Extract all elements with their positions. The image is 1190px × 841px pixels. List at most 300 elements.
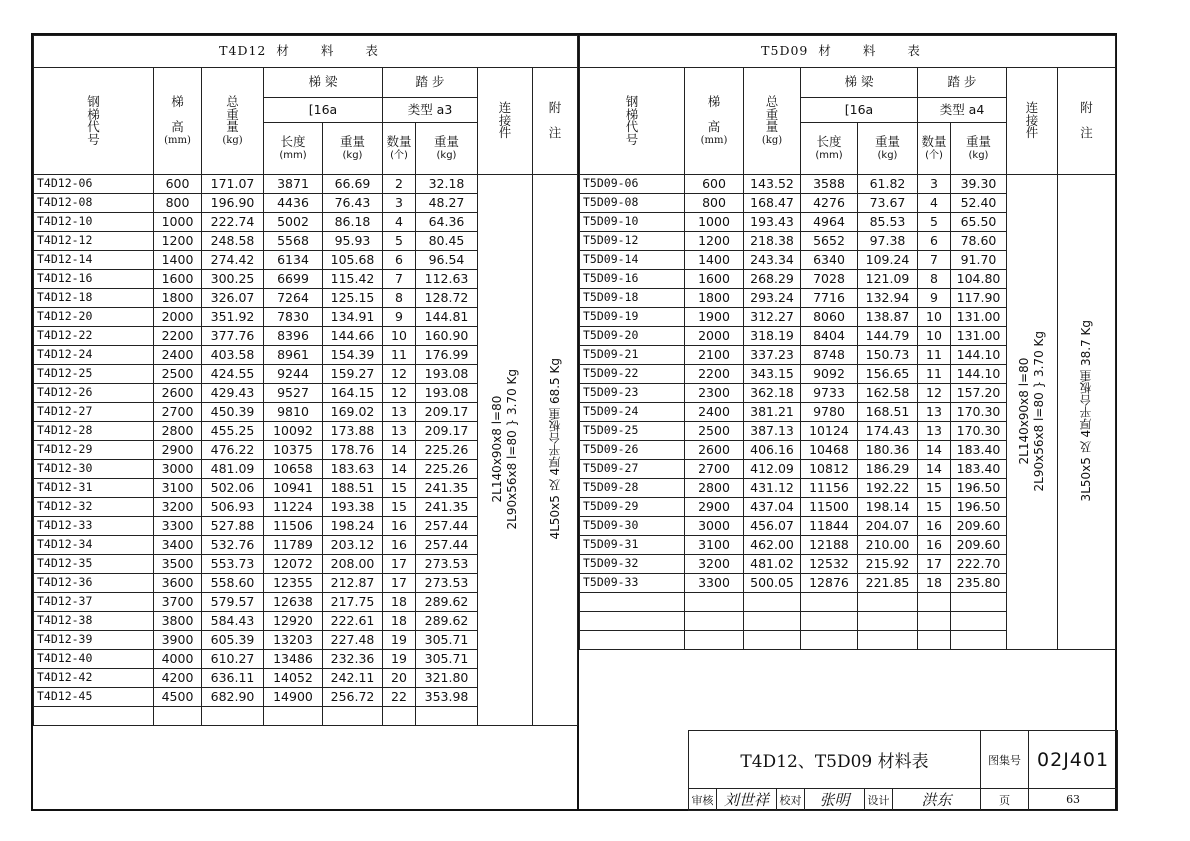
table-cell: T5D09-29 xyxy=(580,498,685,517)
connector-note: 2L140x90x8 l=80 2L90x56x8 l=80 } 3.70 Kg xyxy=(1007,175,1058,650)
table-cell: 17 xyxy=(918,555,951,574)
table-cell: 170.30 xyxy=(951,422,1007,441)
table-cell: 96.54 xyxy=(416,251,478,270)
table-cell: 188.51 xyxy=(323,479,383,498)
step-spec: 类型 a4 xyxy=(918,98,1007,123)
table-cell: 6 xyxy=(383,251,416,270)
table-cell: 3871 xyxy=(264,175,323,194)
table-cell: 209.17 xyxy=(416,422,478,441)
table-cell: 553.73 xyxy=(202,555,264,574)
table-cell: 8 xyxy=(383,289,416,308)
table-cell: 222.70 xyxy=(951,555,1007,574)
table-cell: 7 xyxy=(918,251,951,270)
table-cell: 2200 xyxy=(154,327,202,346)
table-cell: 95.93 xyxy=(323,232,383,251)
table-cell: 15 xyxy=(918,498,951,517)
table-cell: 14 xyxy=(383,441,416,460)
table-cell: 19 xyxy=(383,631,416,650)
table-cell: 6699 xyxy=(264,270,323,289)
table-cell: 3000 xyxy=(685,517,744,536)
table-cell: 97.38 xyxy=(858,232,918,251)
table-cell: 9527 xyxy=(264,384,323,403)
table-cell: T5D09-14 xyxy=(580,251,685,270)
table-cell: 10375 xyxy=(264,441,323,460)
review-signature: 刘世祥 xyxy=(717,789,777,811)
table-title: T4D12 材 料 表 xyxy=(34,36,578,68)
table-cell: 22 xyxy=(383,688,416,707)
table-cell: 232.36 xyxy=(323,650,383,669)
table-cell: 800 xyxy=(685,194,744,213)
table-cell: T5D09-08 xyxy=(580,194,685,213)
table-cell: 18 xyxy=(383,593,416,612)
table-cell: 209.60 xyxy=(951,536,1007,555)
table-cell: 3800 xyxy=(154,612,202,631)
table-cell xyxy=(801,593,858,612)
table-cell: 174.43 xyxy=(858,422,918,441)
col-header-beam: 梯 梁 xyxy=(264,68,383,98)
table-cell: 10468 xyxy=(801,441,858,460)
table-cell: 403.58 xyxy=(202,346,264,365)
table-cell: 19 xyxy=(383,650,416,669)
table-cell: 18 xyxy=(918,574,951,593)
table-cell: 1600 xyxy=(685,270,744,289)
table-cell: 257.44 xyxy=(416,536,478,555)
table-cell: T4D12-16 xyxy=(34,270,154,289)
table-cell xyxy=(744,612,801,631)
table-cell: 1800 xyxy=(685,289,744,308)
table-cell: 4436 xyxy=(264,194,323,213)
table-cell: T4D12-18 xyxy=(34,289,154,308)
table-cell xyxy=(34,707,154,726)
table-cell: 337.23 xyxy=(744,346,801,365)
table-cell: 156.65 xyxy=(858,365,918,384)
table-cell: T5D09-22 xyxy=(580,365,685,384)
table-cell: 4000 xyxy=(154,650,202,669)
table-cell: T5D09-23 xyxy=(580,384,685,403)
col-header-beam-weight: 重量 (kg) xyxy=(323,123,383,175)
table-cell: 6 xyxy=(918,232,951,251)
table-cell: 7028 xyxy=(801,270,858,289)
table-cell: 5652 xyxy=(801,232,858,251)
table-cell: 162.58 xyxy=(858,384,918,403)
table-cell xyxy=(202,707,264,726)
table-cell: T5D09-06 xyxy=(580,175,685,194)
table-cell: 2000 xyxy=(685,327,744,346)
table-cell: 610.27 xyxy=(202,650,264,669)
table-cell: 18 xyxy=(383,612,416,631)
table-cell: 132.94 xyxy=(858,289,918,308)
table-cell xyxy=(383,707,416,726)
table-cell: 343.15 xyxy=(744,365,801,384)
table-cell: T5D09-16 xyxy=(580,270,685,289)
table-cell: 144.10 xyxy=(951,346,1007,365)
table-cell: 12355 xyxy=(264,574,323,593)
table-cell: 183.40 xyxy=(951,441,1007,460)
table-cell: 15 xyxy=(383,479,416,498)
table-cell: 144.81 xyxy=(416,308,478,327)
col-header-note: 附 注 xyxy=(533,68,578,175)
table-cell: T4D12-26 xyxy=(34,384,154,403)
table-cell: 196.90 xyxy=(202,194,264,213)
table-cell: 293.24 xyxy=(744,289,801,308)
table-cell: T4D12-32 xyxy=(34,498,154,517)
table-cell: 134.91 xyxy=(323,308,383,327)
table-cell: 210.00 xyxy=(858,536,918,555)
table-cell: 17 xyxy=(383,555,416,574)
table-cell: 157.20 xyxy=(951,384,1007,403)
table-cell xyxy=(323,707,383,726)
table-cell: 15 xyxy=(918,479,951,498)
table-cell: 16 xyxy=(383,517,416,536)
table-cell: 9810 xyxy=(264,403,323,422)
table-cell: 192.22 xyxy=(858,479,918,498)
table-cell: 235.80 xyxy=(951,574,1007,593)
table-cell: T4D12-10 xyxy=(34,213,154,232)
table-cell xyxy=(264,707,323,726)
check-signature: 张明 xyxy=(805,789,865,811)
table-cell: 66.69 xyxy=(323,175,383,194)
connector-note: 2L140x90x8 l=80 2L90x56x8 l=80 } 3.70 Kg xyxy=(478,175,533,726)
table-cell: 11844 xyxy=(801,517,858,536)
table-cell: T4D12-38 xyxy=(34,612,154,631)
table-cell: 800 xyxy=(154,194,202,213)
table-cell: 273.53 xyxy=(416,555,478,574)
table-cell: T5D09-24 xyxy=(580,403,685,422)
table-cell: T5D09-18 xyxy=(580,289,685,308)
table-cell xyxy=(744,593,801,612)
table-cell: 321.80 xyxy=(416,669,478,688)
table-cell: 406.16 xyxy=(744,441,801,460)
table-cell: 273.53 xyxy=(416,574,478,593)
col-header-total: 总 重 量 (kg) xyxy=(744,68,801,175)
col-header-step: 踏 步 xyxy=(383,68,478,98)
table-cell: 9 xyxy=(918,289,951,308)
table-cell: 2500 xyxy=(685,422,744,441)
col-header-beam-weight: 重量 (kg) xyxy=(858,123,918,175)
table-cell: 2400 xyxy=(685,403,744,422)
table-cell: 1800 xyxy=(154,289,202,308)
table-cell: T4D12-29 xyxy=(34,441,154,460)
col-header-height: 梯 高 (mm) xyxy=(154,68,202,175)
table-cell: 12 xyxy=(383,365,416,384)
table-cell: 8404 xyxy=(801,327,858,346)
table-cell: 462.00 xyxy=(744,536,801,555)
table-cell: 5 xyxy=(918,213,951,232)
table-cell: 193.38 xyxy=(323,498,383,517)
table-cell: 1600 xyxy=(154,270,202,289)
table-cell: 12920 xyxy=(264,612,323,631)
table-cell: 13 xyxy=(918,403,951,422)
table-cell: 17 xyxy=(383,574,416,593)
table-cell: 11500 xyxy=(801,498,858,517)
table-cell: T4D12-06 xyxy=(34,175,154,194)
table-cell: 14 xyxy=(918,441,951,460)
table-cell: T4D12-31 xyxy=(34,479,154,498)
table-cell: 65.50 xyxy=(951,213,1007,232)
table-cell: 13 xyxy=(918,422,951,441)
table-cell: T5D09-28 xyxy=(580,479,685,498)
table-cell: 193.43 xyxy=(744,213,801,232)
table-cell: 289.62 xyxy=(416,612,478,631)
table-cell: 305.71 xyxy=(416,631,478,650)
table-row xyxy=(34,175,578,194)
table-cell xyxy=(580,612,685,631)
table-cell: 13 xyxy=(383,422,416,441)
table-cell: 4276 xyxy=(801,194,858,213)
table-cell: T4D12-28 xyxy=(34,422,154,441)
table-cell: 39.30 xyxy=(951,175,1007,194)
table-cell: 180.36 xyxy=(858,441,918,460)
table-cell: T5D09-32 xyxy=(580,555,685,574)
table-cell: 171.07 xyxy=(202,175,264,194)
table-cell: 32.18 xyxy=(416,175,478,194)
table-cell: 225.26 xyxy=(416,441,478,460)
table-cell xyxy=(801,612,858,631)
table-cell: 12638 xyxy=(264,593,323,612)
table-cell: 256.72 xyxy=(323,688,383,707)
table-cell: 248.58 xyxy=(202,232,264,251)
table-cell: 10941 xyxy=(264,479,323,498)
table-cell: 12876 xyxy=(801,574,858,593)
table-cell: 10812 xyxy=(801,460,858,479)
table-cell: 455.25 xyxy=(202,422,264,441)
table-cell: 600 xyxy=(685,175,744,194)
table-cell: 584.43 xyxy=(202,612,264,631)
table-cell: 481.02 xyxy=(744,555,801,574)
table-cell: T5D09-26 xyxy=(580,441,685,460)
col-header-length: 长度 (mm) xyxy=(801,123,858,175)
remark-note: 3L50x5 及 4厚平台板重 38.7 Kg xyxy=(1058,175,1116,650)
col-header-code: 钢 梯 代 号 xyxy=(34,68,154,175)
review-label: 审核 xyxy=(689,789,717,811)
table-cell: 218.38 xyxy=(744,232,801,251)
table-cell xyxy=(416,707,478,726)
table-cell: 86.18 xyxy=(323,213,383,232)
table-cell: 15 xyxy=(383,498,416,517)
table-cell: 6134 xyxy=(264,251,323,270)
col-header-connector: 连 接 件 xyxy=(478,68,533,175)
table-cell: 14900 xyxy=(264,688,323,707)
table-cell: 437.04 xyxy=(744,498,801,517)
table-cell: 11 xyxy=(383,346,416,365)
table-cell: T4D12-42 xyxy=(34,669,154,688)
table-cell: 300.25 xyxy=(202,270,264,289)
table-cell: 268.29 xyxy=(744,270,801,289)
table-cell: 431.12 xyxy=(744,479,801,498)
table-cell: 241.35 xyxy=(416,479,478,498)
table-cell: 125.15 xyxy=(323,289,383,308)
table-cell: 164.15 xyxy=(323,384,383,403)
table-cell: 9780 xyxy=(801,403,858,422)
table-cell: 16 xyxy=(383,536,416,555)
table-cell: 527.88 xyxy=(202,517,264,536)
table-cell: 14 xyxy=(918,460,951,479)
table-cell: 8060 xyxy=(801,308,858,327)
table-cell: 2900 xyxy=(685,498,744,517)
table-cell: 11224 xyxy=(264,498,323,517)
table-cell: 183.63 xyxy=(323,460,383,479)
table-cell: 193.08 xyxy=(416,384,478,403)
table-cell: T4D12-39 xyxy=(34,631,154,650)
col-header-height: 梯 高 (mm) xyxy=(685,68,744,175)
table-cell: 12 xyxy=(918,384,951,403)
table-cell: 16 xyxy=(918,517,951,536)
table-cell: 362.18 xyxy=(744,384,801,403)
beam-spec: [16a xyxy=(801,98,918,123)
table-cell: 13486 xyxy=(264,650,323,669)
table-cell: 227.48 xyxy=(323,631,383,650)
table-cell: 579.57 xyxy=(202,593,264,612)
table-cell: 318.19 xyxy=(744,327,801,346)
table-cell: 12072 xyxy=(264,555,323,574)
table-cell: 105.68 xyxy=(323,251,383,270)
table-cell: 196.50 xyxy=(951,498,1007,517)
table-cell: T4D12-14 xyxy=(34,251,154,270)
table-cell: 481.09 xyxy=(202,460,264,479)
table-cell: 2700 xyxy=(685,460,744,479)
table-cell: 13203 xyxy=(264,631,323,650)
table-cell: 11156 xyxy=(801,479,858,498)
table-cell: 3300 xyxy=(685,574,744,593)
table-cell: 8748 xyxy=(801,346,858,365)
col-header-qty: 数量 (个) xyxy=(918,123,951,175)
col-header-beam: 梯 梁 xyxy=(801,68,918,98)
table-cell: 48.27 xyxy=(416,194,478,213)
table-cell: 170.30 xyxy=(951,403,1007,422)
table-cell: 450.39 xyxy=(202,403,264,422)
table-cell: 3200 xyxy=(685,555,744,574)
table-cell: 10658 xyxy=(264,460,323,479)
table-cell: 193.08 xyxy=(416,365,478,384)
table-cell: 10 xyxy=(918,327,951,346)
table-cell: 636.11 xyxy=(202,669,264,688)
table-cell: 1900 xyxy=(685,308,744,327)
table-cell: 381.21 xyxy=(744,403,801,422)
table-cell: 204.07 xyxy=(858,517,918,536)
beam-spec: [16a xyxy=(264,98,383,123)
table-cell: 1400 xyxy=(154,251,202,270)
table-cell: T5D09-33 xyxy=(580,574,685,593)
table-cell xyxy=(951,631,1007,650)
table-cell: 209.17 xyxy=(416,403,478,422)
table-cell: 198.24 xyxy=(323,517,383,536)
col-header-step: 踏 步 xyxy=(918,68,1007,98)
table-cell: 412.09 xyxy=(744,460,801,479)
table-cell: 178.76 xyxy=(323,441,383,460)
table-cell: 2200 xyxy=(685,365,744,384)
table-cell: 176.99 xyxy=(416,346,478,365)
table-cell: 168.51 xyxy=(858,403,918,422)
table-cell: 242.11 xyxy=(323,669,383,688)
table-cell: 4 xyxy=(918,194,951,213)
table-cell xyxy=(918,593,951,612)
table-cell: 429.43 xyxy=(202,384,264,403)
material-table-right xyxy=(579,35,1116,650)
table-cell: 144.10 xyxy=(951,365,1007,384)
table-cell: 121.09 xyxy=(858,270,918,289)
table-cell: 61.82 xyxy=(858,175,918,194)
table-cell: T5D09-30 xyxy=(580,517,685,536)
table-cell: 1200 xyxy=(685,232,744,251)
table-cell xyxy=(580,593,685,612)
atlas-number: 02J401 xyxy=(1029,731,1118,789)
table-cell: 10124 xyxy=(801,422,858,441)
design-signature: 洪东 xyxy=(893,789,981,811)
table-cell: 10 xyxy=(918,308,951,327)
table-cell: 154.39 xyxy=(323,346,383,365)
table-cell: 1000 xyxy=(685,213,744,232)
table-cell: 80.45 xyxy=(416,232,478,251)
table-cell: 353.98 xyxy=(416,688,478,707)
title-block-title: T4D12、T5D09 材料表 xyxy=(689,731,981,789)
table-cell xyxy=(918,612,951,631)
table-cell: 10 xyxy=(383,327,416,346)
atlas-label: 图集号 xyxy=(981,731,1029,789)
table-cell: 64.36 xyxy=(416,213,478,232)
table-cell: 3500 xyxy=(154,555,202,574)
table-cell xyxy=(685,612,744,631)
table-cell: 2 xyxy=(383,175,416,194)
table-cell: 500.05 xyxy=(744,574,801,593)
table-cell: 7 xyxy=(383,270,416,289)
table-cell: 532.76 xyxy=(202,536,264,555)
table-cell: 424.55 xyxy=(202,365,264,384)
table-cell: 131.00 xyxy=(951,327,1007,346)
table-cell: 2800 xyxy=(685,479,744,498)
table-cell: 7264 xyxy=(264,289,323,308)
table-cell xyxy=(918,631,951,650)
table-cell: T5D09-21 xyxy=(580,346,685,365)
page-label: 页 xyxy=(981,789,1029,811)
table-cell: T4D12-12 xyxy=(34,232,154,251)
table-cell: 3000 xyxy=(154,460,202,479)
table-cell: 144.79 xyxy=(858,327,918,346)
table-cell: T4D12-25 xyxy=(34,365,154,384)
table-cell: T5D09-27 xyxy=(580,460,685,479)
table-cell: 4500 xyxy=(154,688,202,707)
table-cell: 2600 xyxy=(685,441,744,460)
table-cell: 85.53 xyxy=(858,213,918,232)
table-cell: 600 xyxy=(154,175,202,194)
table-cell: 2800 xyxy=(154,422,202,441)
table-cell: T4D12-34 xyxy=(34,536,154,555)
table-cell: 208.00 xyxy=(323,555,383,574)
table-cell: 2500 xyxy=(154,365,202,384)
table-cell: 3100 xyxy=(685,536,744,555)
table-cell: 2400 xyxy=(154,346,202,365)
table-cell: T5D09-25 xyxy=(580,422,685,441)
table-cell: 6340 xyxy=(801,251,858,270)
table-cell: 3588 xyxy=(801,175,858,194)
table-cell: 20 xyxy=(383,669,416,688)
table-cell: 104.80 xyxy=(951,270,1007,289)
material-table-left xyxy=(33,35,578,726)
table-cell: 209.60 xyxy=(951,517,1007,536)
table-cell: T4D12-45 xyxy=(34,688,154,707)
table-cell: T4D12-36 xyxy=(34,574,154,593)
table-cell: T4D12-27 xyxy=(34,403,154,422)
table-cell: 12 xyxy=(383,384,416,403)
table-cell: 11 xyxy=(918,365,951,384)
table-cell: 221.85 xyxy=(858,574,918,593)
table-cell: 1400 xyxy=(685,251,744,270)
table-cell: 506.93 xyxy=(202,498,264,517)
col-header-step-weight: 重量 (kg) xyxy=(416,123,478,175)
col-header-note: 附 注 xyxy=(1058,68,1116,175)
table-cell: 225.26 xyxy=(416,460,478,479)
table-cell: 222.61 xyxy=(323,612,383,631)
col-header-qty: 数量 (个) xyxy=(383,123,416,175)
